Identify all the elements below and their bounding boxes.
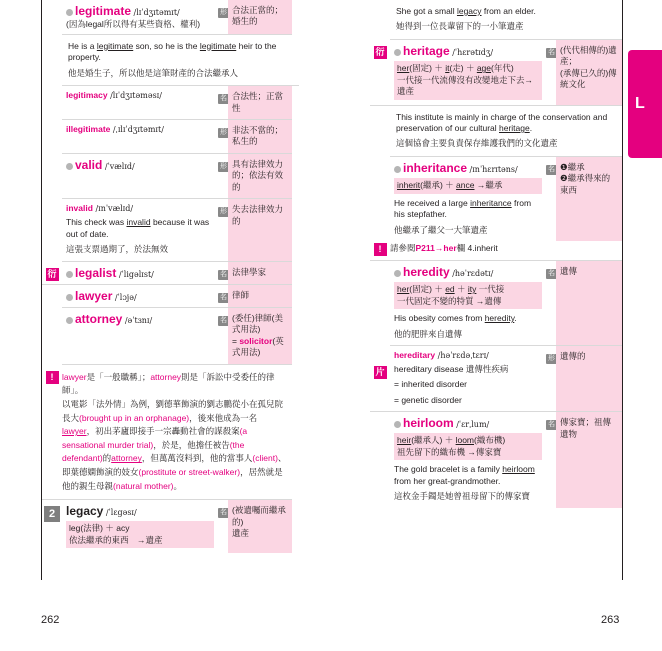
entry-inheritance	[390, 157, 622, 241]
note-text-part: ，於是，他擔任被告	[153, 439, 230, 450]
definition-line: ❷繼承得來的東西	[560, 173, 611, 195]
pos-col	[546, 40, 556, 105]
page-number-right: 263	[601, 614, 620, 626]
example-translation: 他是婚生子，所以他是這筆財產的合法繼承人	[68, 67, 239, 78]
headword: hereditary	[394, 350, 436, 361]
pos-col	[546, 346, 556, 411]
note-english: (a sensational murder trial)	[62, 426, 248, 450]
pronunciation: /ˈhɛrətɪdʒ/	[452, 47, 494, 57]
definition-line	[232, 336, 288, 359]
headword: legalist	[75, 265, 117, 280]
headword: legitimacy	[66, 90, 108, 101]
def-text: =	[232, 335, 240, 346]
badge-col	[42, 262, 62, 284]
bullet-icon	[394, 49, 401, 56]
root: her	[397, 284, 410, 295]
note-english: (prostitute or street-walker)	[138, 466, 241, 477]
derivative-badge: 衍	[47, 268, 57, 279]
entry-main	[62, 308, 218, 364]
cross-reference	[370, 241, 622, 261]
root-gloss: (繼承) ＋	[420, 180, 457, 191]
entry-main	[62, 154, 218, 190]
pos-tag: 名	[220, 293, 227, 301]
pronunciation: /ˈligəlɪst/	[118, 269, 154, 279]
pronunciation: /lɪˈdʒɪtəmɪt/	[133, 8, 180, 17]
definition: 法律學家	[228, 262, 292, 284]
entry-invalid	[62, 199, 292, 261]
cross-reference-text	[390, 243, 498, 256]
root: inherit	[397, 180, 421, 191]
example-translation: 她得到一位長輩留下的一小筆遺產	[396, 21, 524, 32]
pronunciation: /ɪnˈvælɪd/	[95, 204, 134, 214]
ex-keyword: legacy	[456, 6, 482, 16]
entry-main	[62, 199, 218, 260]
example-translation: 他繼承了繼父一大筆遺產	[394, 224, 488, 235]
ex-text: from her great-grandmother.	[394, 475, 501, 486]
definition-note: (被遺囑而繼承的)	[232, 505, 286, 527]
note-text-part: 以電影「法外情」為例，劉德華飾演的劉志鵬從小在孤兒院長大	[62, 398, 284, 423]
note-keyword: lawyer	[62, 371, 87, 382]
entry-main	[62, 86, 218, 119]
entry-legalist	[42, 262, 292, 285]
note-keyword: attorney	[111, 453, 142, 464]
definition-line: (委任)律師(美式用法)	[232, 312, 283, 335]
entry-legacy	[42, 500, 292, 553]
pronunciation: /ˈvælɪd/	[104, 161, 135, 171]
etymology	[394, 433, 542, 460]
letter-tab	[628, 50, 662, 158]
entry-main	[62, 285, 218, 307]
headword: heirloom	[403, 416, 454, 431]
pos-tag: 名	[548, 421, 555, 429]
pos-tag: 名	[220, 316, 227, 324]
pos-col	[218, 86, 228, 119]
pos-col	[218, 120, 228, 153]
headword: attorney	[75, 311, 123, 326]
pos-tag: 形	[220, 129, 227, 136]
bullet-icon	[66, 163, 73, 170]
headword: invalid	[66, 203, 93, 214]
definition-note: (承傳已久的)	[560, 67, 609, 78]
root-gloss: (固定) ＋	[409, 284, 446, 295]
headword: illegitimate	[66, 124, 111, 134]
entry-main	[62, 0, 218, 34]
note-text-part: 的	[102, 453, 112, 464]
example-legitimate	[62, 35, 299, 86]
root: age	[476, 63, 492, 74]
def-keyword: solicitor	[239, 335, 273, 346]
def-text: (英式用法)	[232, 335, 284, 358]
note-text-part: 是「一般職稱」；	[86, 371, 151, 382]
definition	[556, 157, 622, 241]
usage-note	[42, 365, 292, 500]
ex-text: .	[529, 123, 533, 133]
ex-text: He is a	[68, 40, 97, 51]
root: heir	[397, 435, 412, 446]
definition: 遺傳	[556, 261, 622, 345]
ref-text: 請參閱	[390, 243, 416, 253]
ref-text: 欄 4.inherit	[456, 243, 498, 253]
note-text-part: 、即葉德嫻飾演的妓女	[62, 453, 287, 477]
entry-main	[390, 346, 546, 411]
entry-legitimacy	[62, 86, 292, 120]
pronunciation: /ˌɪlɪˈdʒɪtəmɪt/	[112, 125, 164, 134]
definition	[228, 500, 292, 553]
badge-col	[370, 243, 390, 256]
note-english: (client)	[252, 453, 278, 464]
phrase-badge: 片	[375, 367, 385, 378]
exclamation-icon: !	[46, 371, 59, 384]
example-translation: 這個協會主要負責保存維護我們的文化遺產	[396, 138, 558, 149]
ex-keyword: inheritance	[470, 197, 512, 208]
ex-text: heir to the property.	[68, 40, 277, 63]
ex-text: .	[514, 313, 517, 324]
pronunciation: /əˈtɜnɪ/	[124, 315, 153, 325]
etymology-line	[397, 63, 539, 74]
etymology	[394, 282, 542, 309]
root: ed	[445, 284, 455, 295]
pos-tag: 名	[548, 270, 555, 277]
badge-col	[370, 40, 390, 105]
etymology-line: 依法繼承的東西 →遺產	[69, 534, 163, 545]
bullet-icon	[66, 9, 73, 16]
root: her	[397, 63, 410, 74]
right-page	[370, 0, 623, 580]
ex-text: from his stepfather.	[394, 197, 532, 220]
entry-attorney	[62, 308, 292, 365]
entry-legitimate	[62, 0, 292, 35]
entry-main	[390, 412, 546, 508]
headword: inheritance	[403, 160, 468, 175]
entry-main	[390, 261, 546, 345]
ex-keyword: heredity	[484, 313, 515, 324]
entry-lawyer	[62, 285, 292, 308]
root-gloss: 一代接	[476, 284, 505, 295]
badge-col	[370, 346, 390, 411]
example-translation: 他的肥胖來自遺傳	[394, 328, 463, 339]
etymology	[66, 521, 214, 548]
etymology-line: leg(法律) ＋ acy	[69, 523, 130, 534]
ex-keyword: heritage	[499, 123, 530, 133]
pos-col	[218, 308, 228, 364]
ex-text: The gold bracelet is a family	[394, 464, 503, 475]
ex-keyword: invalid	[126, 217, 151, 228]
pos-tag: 形	[220, 208, 227, 216]
derivative-badge: 衍	[375, 47, 385, 58]
root-gloss: (走) ＋	[449, 63, 477, 74]
definition-line: 遺產；	[560, 44, 617, 67]
pos-col	[546, 261, 556, 345]
pos-col	[218, 285, 228, 307]
pos-col	[546, 412, 556, 508]
entry-heirloom	[390, 412, 622, 508]
phrase-badge-wrap	[370, 366, 390, 379]
pos-tag: 名	[220, 95, 227, 103]
left-page	[41, 0, 292, 580]
definition: 遺傳的	[556, 346, 622, 411]
etymology-line	[397, 435, 539, 446]
root-gloss: →繼承	[474, 180, 503, 191]
definition-line: 傳統文化	[560, 67, 617, 90]
phrase-line: hereditary disease 遺傳性疾病	[394, 363, 509, 374]
entry-main	[62, 500, 218, 553]
example-sentence	[396, 4, 616, 19]
note-text	[62, 371, 287, 493]
example-sentence	[66, 215, 214, 242]
bullet-icon	[394, 270, 401, 277]
pronunciation: /ˈɛrˌlum/	[456, 420, 490, 430]
ex-keyword: heirloom	[502, 464, 535, 475]
entry-main	[390, 40, 546, 105]
bullet-icon	[66, 317, 73, 324]
note-text-part: ，後來他成為一名	[189, 412, 258, 423]
pos-tag: 名	[220, 270, 227, 278]
spacer	[370, 346, 390, 366]
pos-col	[218, 199, 228, 260]
headword: valid	[75, 157, 103, 172]
note-text-part: ，初出茅廬即接手一宗轟動社會的謀殺案	[86, 426, 240, 437]
definition-line: 遺產	[232, 528, 250, 539]
pronunciation: /ˈlɔjə/	[114, 292, 137, 302]
ex-keyword: legitimate	[199, 40, 237, 51]
headword: heredity	[403, 265, 450, 279]
root: ance	[456, 180, 475, 191]
root-gloss: ＋	[454, 284, 468, 295]
page-number-left: 262	[41, 614, 60, 626]
exclamation-icon: !	[374, 243, 387, 256]
example-sentence	[394, 196, 542, 223]
pos-col	[218, 0, 228, 34]
headword: lawyer	[75, 288, 113, 303]
pronunciation: /lɪˈdʒɪtəməsɪ/	[110, 91, 162, 101]
example-sentence	[68, 39, 293, 66]
ex-keyword: legitimate	[96, 40, 134, 51]
root-gloss: (年代)	[491, 63, 514, 74]
example-heritage	[390, 106, 622, 157]
note-text-part: ，但萬萬沒料到，他的當事人	[141, 453, 253, 464]
pos-tag: 形	[220, 162, 227, 170]
etymology	[394, 61, 542, 99]
example-sentence	[394, 311, 542, 326]
definition	[556, 40, 622, 105]
entry-heredity	[390, 261, 622, 346]
entry-valid	[62, 154, 292, 199]
note-keyword: attorney	[150, 371, 182, 382]
headword: legacy	[66, 504, 104, 519]
example-sentence	[394, 462, 542, 489]
etymology-line	[397, 284, 539, 295]
entry-main	[62, 120, 218, 153]
pronunciation: /həˈrɛdəˌtɛrɪ/	[437, 351, 489, 361]
note-english: (the defendant)	[62, 439, 245, 464]
note-text-part: 則是「訴訟中受委任的律師」。	[62, 371, 275, 396]
root-gloss: (繼承人) ＋	[411, 435, 456, 446]
ex-text: because it was out of date.	[66, 217, 210, 239]
entry-note: (因為legal所以得有某些資格、權利)	[66, 19, 201, 30]
ex-text: His obesity comes from	[394, 313, 485, 324]
badge-col	[42, 371, 62, 493]
etymology	[394, 178, 542, 193]
root-gloss: (固定) ＋	[409, 63, 446, 74]
root-gloss: (織布機)	[474, 435, 506, 446]
pos-col	[218, 500, 228, 553]
phrase-line: = genetic disorder	[394, 394, 462, 405]
etymology-line: 祖先留下的織布機 →傳家寶	[397, 446, 502, 457]
headword: legitimate	[75, 4, 132, 18]
pos-col	[218, 262, 228, 284]
pos-col	[218, 154, 228, 198]
note-text-part: 。	[173, 480, 182, 491]
definition: 律師	[228, 285, 292, 307]
ref-keyword: P211→her	[415, 243, 457, 253]
pos-tag: 名	[548, 165, 555, 173]
definition: 失去法律效力的	[228, 199, 292, 260]
badge-col	[42, 500, 62, 553]
definition-note: (代代相傳的)	[560, 44, 609, 55]
ex-text: He received a large	[394, 197, 471, 208]
definition: 傳家寶；祖傳遺物	[556, 412, 622, 508]
entry-heritage	[370, 40, 622, 106]
definition: 合法性；正當性	[228, 86, 292, 119]
pos-tag: 形	[548, 355, 555, 363]
note-english: (brought up in an orphanage)	[79, 412, 190, 423]
definition	[228, 308, 292, 364]
note-text-part: ，居然就是他的親生母親	[62, 466, 283, 491]
note-keyword: lawyer	[62, 426, 87, 437]
example-sentence	[396, 110, 616, 137]
definition: 非法不當的；私生的	[228, 120, 292, 153]
pos-tag: 名	[220, 509, 227, 517]
ex-text: This check was	[66, 217, 127, 228]
entry-hereditary	[370, 346, 622, 412]
pos-col	[546, 157, 556, 241]
pronunciation: /ˈlɛgəsɪ/	[105, 508, 137, 518]
note-english: (natural mother)	[113, 480, 174, 491]
etymology-line: 一代固定不變的特質 →遺傳	[397, 295, 502, 306]
definition-line: ❶繼承	[560, 161, 585, 172]
entry-main	[390, 157, 546, 241]
entry-illegitimate	[62, 120, 292, 154]
letter-tab-label: L	[635, 95, 645, 112]
example-translation: 這張支票過期了，於法無效	[66, 244, 169, 255]
phrase-line: = inherited disorder	[394, 379, 468, 390]
bullet-icon	[394, 421, 401, 428]
root: loom	[455, 435, 475, 446]
pos-tag: 形	[220, 9, 227, 16]
definition: 具有法律效力的；依法有效的	[228, 154, 292, 198]
pronunciation: /ɪnˈhɛrɪtəns/	[469, 164, 518, 174]
root: ity	[467, 284, 477, 295]
ex-text: She got a small	[396, 6, 457, 16]
section-number: 2	[44, 506, 60, 522]
root: it	[445, 63, 450, 74]
ex-text: son, so he is the	[133, 40, 200, 51]
etymology-line: 一代接一代流傳沒有改變地走下去→遺產	[397, 74, 534, 97]
headword: heritage	[403, 43, 450, 58]
example-translation: 這枚金手鐲是她曾祖母留下的傳家寶	[394, 491, 531, 502]
bullet-icon	[394, 166, 401, 173]
bullet-icon	[66, 271, 73, 278]
definition: 合法正當的；婚生的	[228, 0, 292, 34]
ex-text: This institute is mainly in charge of the conservation and preservation of our cultural	[396, 111, 608, 133]
entry-main	[62, 262, 218, 284]
ex-text: from an elder.	[481, 6, 536, 16]
example-legacy	[390, 0, 622, 40]
bullet-icon	[66, 294, 73, 301]
pronunciation: /həˈrɛdətɪ/	[452, 269, 494, 278]
pos-tag: 名	[548, 48, 555, 56]
